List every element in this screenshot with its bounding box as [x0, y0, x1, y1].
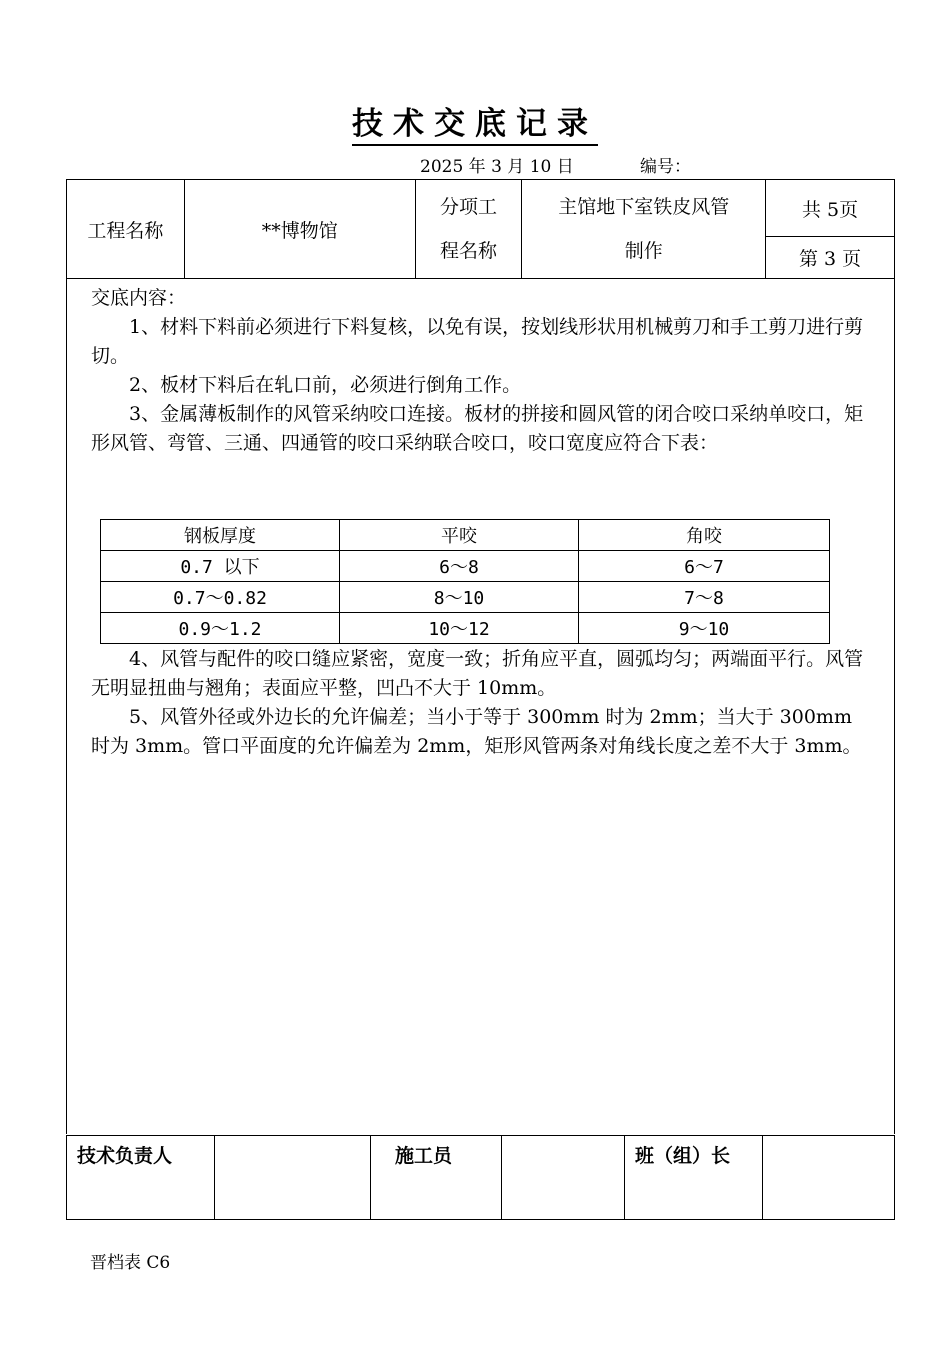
content-heading: 交底内容： — [91, 287, 187, 309]
table-cell: 6～7 — [579, 551, 830, 582]
table-cell: 9～10 — [579, 613, 830, 644]
table-row — [101, 613, 830, 644]
table-cell: 0.7 以下 — [101, 551, 340, 582]
subitem-name-value: 主馆地下室铁皮风管 制作 — [522, 180, 766, 279]
paragraph-4: 4、风管与配件的咬口缝应紧密，宽度一致；折角应平直，圆弧均匀；两端面平行。风管无明显扭曲与翘角；表面应平整，凹凸不大于 10mm。 — [91, 648, 864, 699]
seam-width-table — [100, 519, 830, 644]
team-lead-signature — [763, 1136, 895, 1220]
tech-lead-label: 技术负责人 — [67, 1136, 215, 1220]
table-cell: 8～10 — [340, 582, 579, 613]
total-pages: 共 5页 — [766, 180, 895, 237]
builder-signature — [502, 1136, 625, 1220]
table-cell: 10～12 — [340, 613, 579, 644]
paragraph-5: 5、风管外径或外边长的允许偏差；当小于等于 300mm 时为 2mm；当大于 300mm 时为 3mm。管口平面度的允许偏差为 2mm，矩形风管两条对角线长度之差不大于 3mm。 — [91, 706, 862, 757]
table-cell: 0.9～1.2 — [101, 613, 340, 644]
table-header-cell: 角咬 — [579, 520, 830, 551]
paragraph-2: 2、板材下料后在轧口前，必须进行倒角工作。 — [91, 374, 522, 396]
builder-label: 施工员 — [371, 1136, 502, 1220]
team-lead-label: 班（组）长 — [625, 1136, 763, 1220]
paragraph-1: 1、材料下料前必须进行下料复核，以免有误，按划线形状用机械剪刀和手工剪刀进行剪切。 — [91, 316, 864, 367]
content-area — [66, 278, 895, 1134]
paragraph-3: 3、金属薄板制作的风管采纳咬口连接。板材的拼接和圆风管的闭合咬口采纳单咬口，矩形风管、弯管、三通、四通管的咬口采纳联合咬口，咬口宽度应符合下表： — [91, 403, 864, 454]
table-cell: 0.7～0.82 — [101, 582, 340, 613]
table-header-cell: 平咬 — [340, 520, 579, 551]
tech-lead-signature — [215, 1136, 371, 1220]
record-number-label: 编号： — [640, 157, 691, 177]
form-code: 晋档表 C6 — [90, 1253, 171, 1273]
record-date: 2025 年 3 月 10 日 — [420, 157, 574, 177]
document-title: 技术交底记录 — [0, 98, 950, 143]
table-row — [101, 551, 830, 582]
project-name-value: **博物馆 — [184, 180, 415, 279]
subitem-name-label: 分项工 程名称 — [415, 180, 522, 279]
table-row — [101, 582, 830, 613]
project-name-label: 工程名称 — [67, 180, 185, 279]
header-table — [66, 179, 895, 279]
table-cell: 6～8 — [340, 551, 579, 582]
table-cell: 7～8 — [579, 582, 830, 613]
table-header-cell: 钢板厚度 — [101, 520, 340, 551]
signature-table — [66, 1135, 895, 1220]
current-page: 第 3 页 — [766, 237, 895, 279]
table-header-row — [101, 520, 830, 551]
